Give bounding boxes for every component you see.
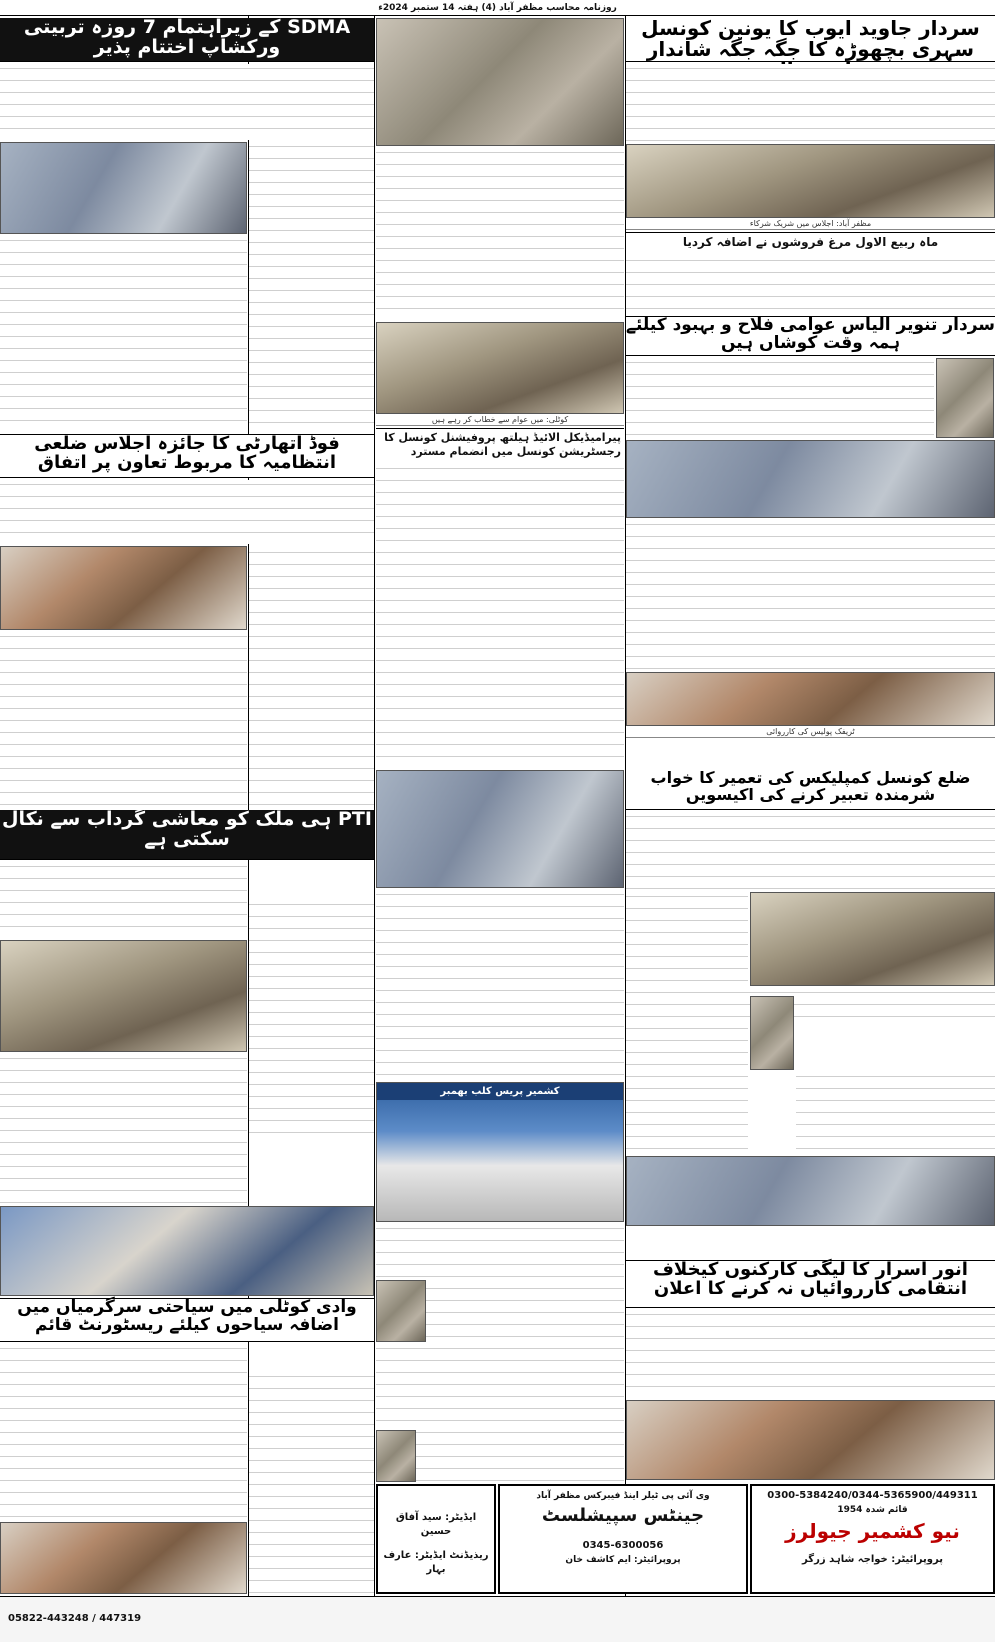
- story-text: [0, 1054, 247, 1204]
- story-text: [626, 892, 748, 986]
- story-text: [249, 548, 374, 848]
- news-photo: [0, 1522, 247, 1594]
- story-text: [0, 480, 374, 544]
- editor-box: [376, 1484, 496, 1594]
- ad-phone: 0345-6300056: [582, 1540, 664, 1551]
- headline-7: ضلع کونسل کمپلیکس کی تعمیر کا خواب شرمندہ تعبیر کرنے کی اکیسویں: [626, 770, 995, 810]
- headline-9: انور اسرار کا لیگی کارکنوں کیخلاف انتقامی کارروائیاں نہ کرنے کا اعلان: [626, 1260, 995, 1308]
- news-photo: [0, 546, 247, 630]
- ad-owner: پروپرائیٹر: خواجہ شاہد زرگر: [802, 1554, 943, 1565]
- news-photo: [376, 770, 624, 888]
- news-photo: [626, 1156, 995, 1226]
- news-photo: [0, 1206, 374, 1296]
- masthead: روزنامہ محاسب مظفر آباد (4) ہفتہ 14 ستمبر 2024ء: [0, 0, 995, 16]
- ad-jewellers: [750, 1484, 995, 1594]
- story-text: [0, 632, 247, 812]
- headline-5: فوڈ اتھارٹی کا جائزہ اجلاس ضلعی انتظامیہ کا مربوط تعاون پر اتفاق: [0, 434, 374, 478]
- story-text: [626, 812, 995, 890]
- headline-1: سردار جاوید ایوب کا یونین کونسل سہری بچھوڑہ کا جگہ جگہ شاندار: [626, 18, 995, 62]
- story-text: [796, 1072, 995, 1154]
- news-photo: [376, 322, 624, 414]
- news-photo: [626, 672, 995, 726]
- story-text: [0, 236, 247, 432]
- news-photo: [750, 892, 995, 986]
- ad-phone: 0300-5384240/0344-5365900/449311: [767, 1490, 978, 1501]
- news-photo: [376, 18, 624, 146]
- news-photo: [626, 440, 995, 518]
- story-text: [376, 464, 624, 768]
- story-text: [626, 1310, 995, 1398]
- footer: [0, 1596, 995, 1642]
- portrait-photo: [750, 996, 794, 1070]
- story-text: [249, 142, 374, 432]
- portrait-photo: [376, 1280, 426, 1342]
- headline-3: ماہ ربیع الاول مرغ فروشوں نے اضافہ کردیا: [626, 232, 995, 254]
- story-text: [249, 1372, 374, 1594]
- ad-title: نیو کشمیر جیولرز: [785, 1519, 960, 1543]
- portrait-photo: [376, 1430, 416, 1482]
- headline-2: SDMA کے زیراہتمام 7 روزہ تربیتی ورکشاپ اختتام پذیر: [0, 18, 374, 62]
- headline-4: سردار تنویر الیاس عوامی فلاح و بہبود کیلئے ہمہ وقت کوشاں ہیں: [626, 316, 995, 356]
- story-text: [626, 520, 995, 670]
- story-text: [0, 64, 374, 140]
- story-text: [0, 1344, 247, 1520]
- resident-editor: ریذیڈنٹ ایڈیٹر: عارف بہار: [383, 1550, 489, 1575]
- ad-tailors: [498, 1484, 748, 1594]
- editor-name: ایڈیٹر: سید آفاق حسین: [395, 1512, 477, 1537]
- ad-sub: وی آئی پی ٹیلر اینڈ فیبرکس مظفر آباد: [536, 1491, 710, 1501]
- news-photo: [0, 142, 247, 234]
- portrait-photo: [936, 358, 994, 438]
- photo-caption: مظفر آباد: اجلاس میں شریک شرکاء: [626, 218, 995, 230]
- news-photo: [0, 940, 247, 1052]
- news-photo: [376, 1082, 624, 1222]
- news-photo: [626, 1400, 995, 1480]
- story-text: [626, 988, 995, 1022]
- photo-caption: کوٹلی: میں عوام سے خطاب کر رہے ہیں: [376, 414, 624, 426]
- story-text: [249, 900, 374, 1140]
- story-text: [626, 358, 934, 438]
- headline-8: PTI ہی ملک کو معاشی گرداب سے نکال سکتی ہے: [0, 810, 374, 860]
- photo-caption: ٹریفک پولیس کی کارروائی: [626, 726, 995, 738]
- story-text: [626, 1024, 748, 1154]
- ad-title: جینٹس سپیشلسٹ: [541, 1505, 705, 1526]
- news-photo: [626, 144, 995, 218]
- story-text: [376, 148, 624, 320]
- headline-6: پیرامیڈیکل الائیڈ ہیلتھ پروفیشنل کونسل کا رجسٹریشن کونسل میں انضمام مسترد: [376, 428, 624, 462]
- story-text: [376, 890, 624, 1080]
- story-text: [0, 862, 247, 938]
- footer-phones: 05822-443248 / 447319: [8, 1613, 142, 1624]
- ad-since: قائم شدہ 1954: [837, 1505, 908, 1515]
- photo-banner-text: کشمیر پریس کلب بھمبر: [377, 1083, 623, 1100]
- headline-10: وادی کوٹلی میں سیاحتی سرگرمیاں میں اضافہ سیاحوں کیلئے ریسٹورنٹ قائم: [0, 1298, 374, 1342]
- column-rule: [374, 16, 375, 1610]
- story-text: [626, 64, 995, 142]
- ad-owner: پروپرائیٹر: ایم کاشف خان: [565, 1555, 681, 1565]
- story-text: [626, 256, 995, 314]
